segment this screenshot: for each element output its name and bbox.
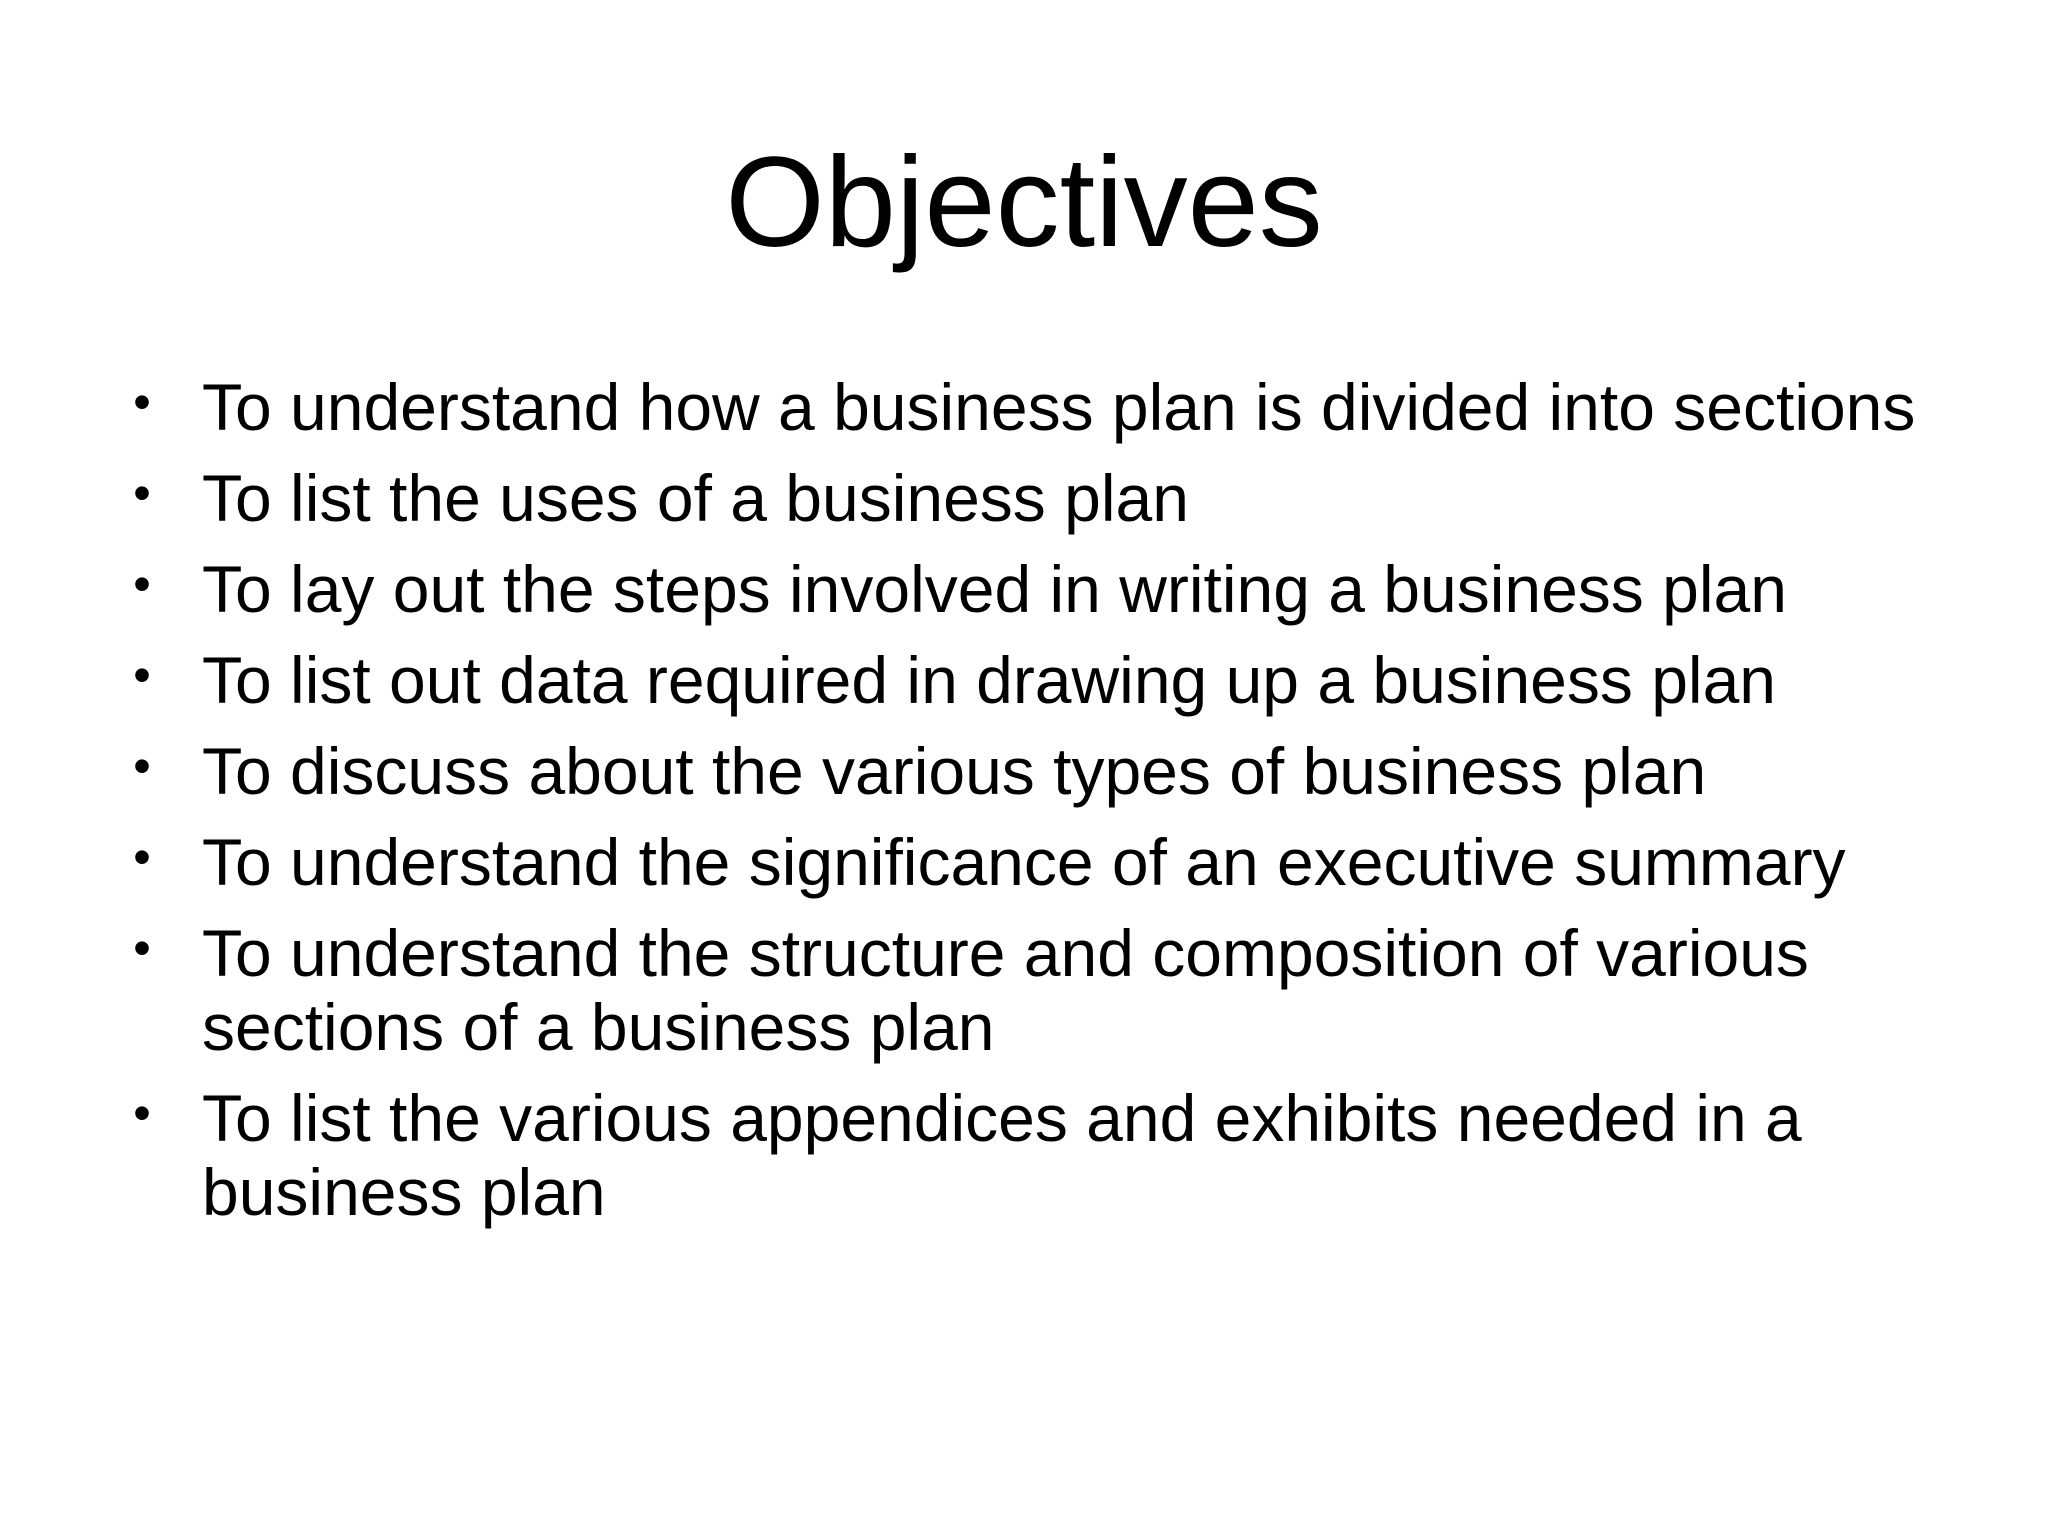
list-item [122,916,1962,1064]
bullet-text: To understand how a business plan is divided into sections [202,370,1916,444]
list-item [122,643,1962,717]
list-item [122,734,1962,808]
slide-title: Objectives [725,131,1323,274]
list-item [122,825,1962,899]
bullet-icon: • [133,738,151,794]
bullet-text: To list the uses of a business plan [202,461,1189,535]
list-item [122,370,1962,444]
bullet-text: To understand the structure and composition of various sections of a business plan [202,916,1809,1064]
bullet-icon: • [133,647,151,703]
list-item [122,461,1962,535]
bullet-text: To list the various appendices and exhibits needed in a business plan [202,1081,1802,1229]
bullet-icon: • [133,920,151,976]
bullet-text: To list out data required in drawing up a business plan [202,643,1776,717]
bullet-icon: • [133,829,151,885]
bullet-icon: • [133,556,151,612]
bullet-icon: • [133,1085,151,1141]
objectives-list [122,370,1962,1246]
bullet-text: To understand the significance of an executive summary [202,825,1846,899]
bullet-icon: • [133,465,151,521]
list-item [122,552,1962,626]
bullet-text: To discuss about the various types of business plan [202,734,1707,808]
bullet-text: To lay out the steps involved in writing a business plan [202,552,1787,626]
bullet-icon: • [133,374,151,430]
list-item [122,1081,1962,1229]
